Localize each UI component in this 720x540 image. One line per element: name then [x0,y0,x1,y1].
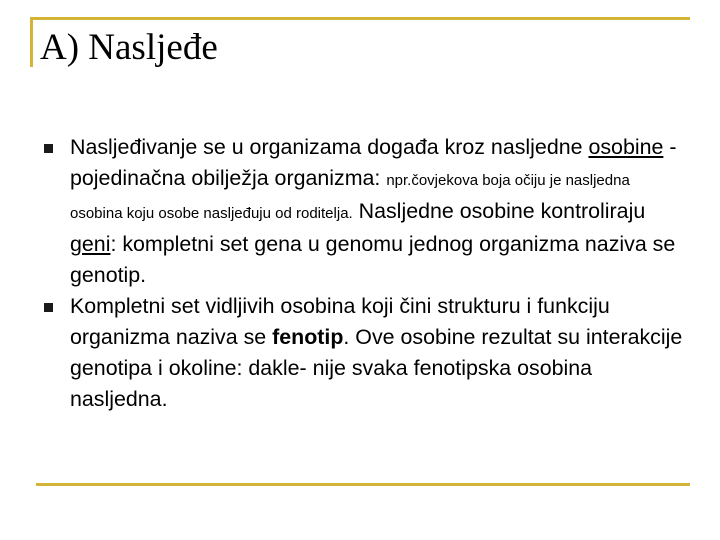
bullet-text: Nasljedne osobine kontroliraju [352,199,646,223]
term-fenotip: fenotip [272,325,344,349]
slide-title: A) Nasljeđe [40,27,218,68]
bullet-item-phenotype [44,291,684,415]
frame-top-rule [30,17,690,20]
example-text: npr.čovjekova boja očiju je nasljedna osobina koju osobe nasljeđuju od roditelja. [70,172,630,222]
frame-left-rule [30,17,33,67]
bullet-text: Nasljeđivanje se u organizama događa kroz nasljedne [70,135,589,159]
square-bullet-icon [44,303,53,312]
term-geni: geni [70,232,111,256]
term-osobine: osobine [588,135,664,159]
bullet-item-inheritance [44,132,684,291]
bullet-text: : kompletni set gena u genomu jednog organizma naziva se genotip. [70,232,676,287]
frame-bottom-rule [36,483,690,486]
bullet-list [44,132,684,415]
square-bullet-icon [44,144,53,153]
bullet-text: - pojedinačna obilježja organizma: [70,135,677,190]
bullet-text: Kompletni set vidljivih osobina koji čini strukturu i funkciju organizma naziva se [70,294,610,349]
bullet-text: . Ove osobine rezultat su interakcije genotipa i okoline: dakle- nije svaka fenotipska osobina nasljedna. [70,325,683,411]
